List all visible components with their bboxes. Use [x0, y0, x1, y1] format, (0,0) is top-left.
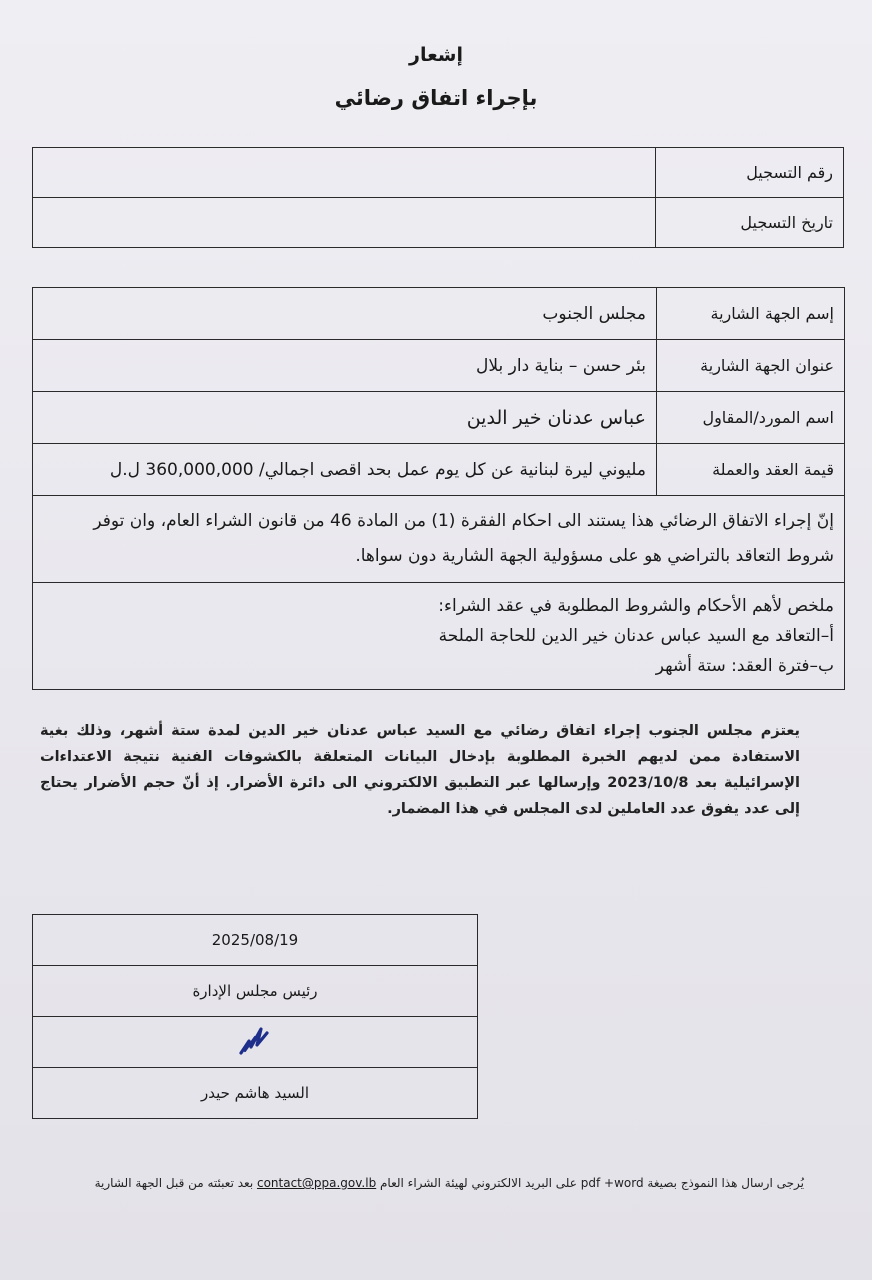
address-value: بئر حسن – بناية دار بلال [33, 340, 657, 392]
registration-number-label: رقم التسجيل [656, 148, 844, 198]
document-subtitle: بإجراء اتفاق رضائي [334, 86, 538, 110]
summary-item-b: ب–فترة العقد: ستة أشهر [655, 656, 834, 676]
body-paragraph: يعتزم مجلس الجنوب إجراء اتفاق رضائي مع السيد عباس عدنان خير الدين لمدة ستة أشهر، وذلك بغية الاستفادة ممن لديهم الخبرة المطلوبة بإدخال البيانات المتعلقة بالكشوفات الفنية نتيجة الاعتداءات الإسرائيلية بعد 2023/10/8 وإرسالها عبر التطبيق الالكتروني الى دائرة الأضرار. إذ أنّ حجم الأضرار يحتاج إلى عدد يفوق عدد العاملين لدى المجلس في هذا المضمار. [40, 723, 800, 817]
contract-info-table [32, 287, 845, 690]
signature-mark-cell [33, 1017, 478, 1068]
footer-note [50, 1176, 804, 1190]
footer-text-before: يُرجى ارسال هذا النموذج بصيغة pdf +word على البريد الالكتروني لهيئة الشراء العام [376, 1176, 804, 1190]
footer-email-link[interactable]: contact@ppa.gov.lb [256, 1176, 377, 1190]
supplier-value: عباس عدنان خير الدين [33, 392, 657, 444]
supplier-label: اسم المورد/المقاول [657, 392, 845, 444]
footer-text-after: بعد تعبئته من قبل الجهة الشارية [94, 1176, 257, 1190]
document-title: إشعار [409, 44, 463, 66]
entity-label: إسم الجهة الشارية [657, 288, 845, 340]
signature-title: رئيس مجلس الإدارة [33, 966, 478, 1017]
summary-title: ملخص لأهم الأحكام والشروط المطلوبة في عقد الشراء: [438, 596, 834, 616]
legal-basis-row [33, 496, 845, 583]
summary-row [33, 583, 845, 690]
entity-row [33, 288, 845, 340]
signature-date: 2025/08/19 [33, 915, 478, 966]
address-row [33, 340, 845, 392]
registration-number-value [33, 148, 656, 198]
signature-name: السيد هاشم حيدر [33, 1068, 478, 1119]
signature-title-row [33, 966, 478, 1017]
registration-date-value [33, 198, 656, 248]
signature-mark-row [33, 1017, 478, 1068]
address-label: عنوان الجهة الشارية [657, 340, 845, 392]
handwritten-signature [235, 1023, 275, 1061]
contract-value-value: مليوني ليرة لبنانية عن كل يوم عمل بحد اقصى اجمالي/ 360,000,000 ل.ل [33, 444, 657, 496]
entity-value: مجلس الجنوب [33, 288, 657, 340]
registration-number-row [33, 148, 844, 198]
contract-value-row [33, 444, 845, 496]
signature-date-row [33, 915, 478, 966]
registration-date-row [33, 198, 844, 248]
signature-name-row [33, 1068, 478, 1119]
supplier-row [33, 392, 845, 444]
signature-table [32, 914, 478, 1119]
registration-table [32, 147, 844, 248]
summary-cell [33, 583, 845, 690]
summary-item-a: أ–التعاقد مع السيد عباس عدنان خير الدين للحاجة الملحة [438, 626, 834, 646]
legal-basis-text: إنّ إجراء الاتفاق الرضائي هذا يستند الى احكام الفقرة (1) من المادة 46 من قانون الشراء العام، وان توفر شروط التعاقد بالتراضي هو على مسؤولية الجهة الشارية دون سواها. [33, 496, 845, 583]
registration-date-label: تاريخ التسجيل [656, 198, 844, 248]
contract-value-label: قيمة العقد والعملة [657, 444, 845, 496]
